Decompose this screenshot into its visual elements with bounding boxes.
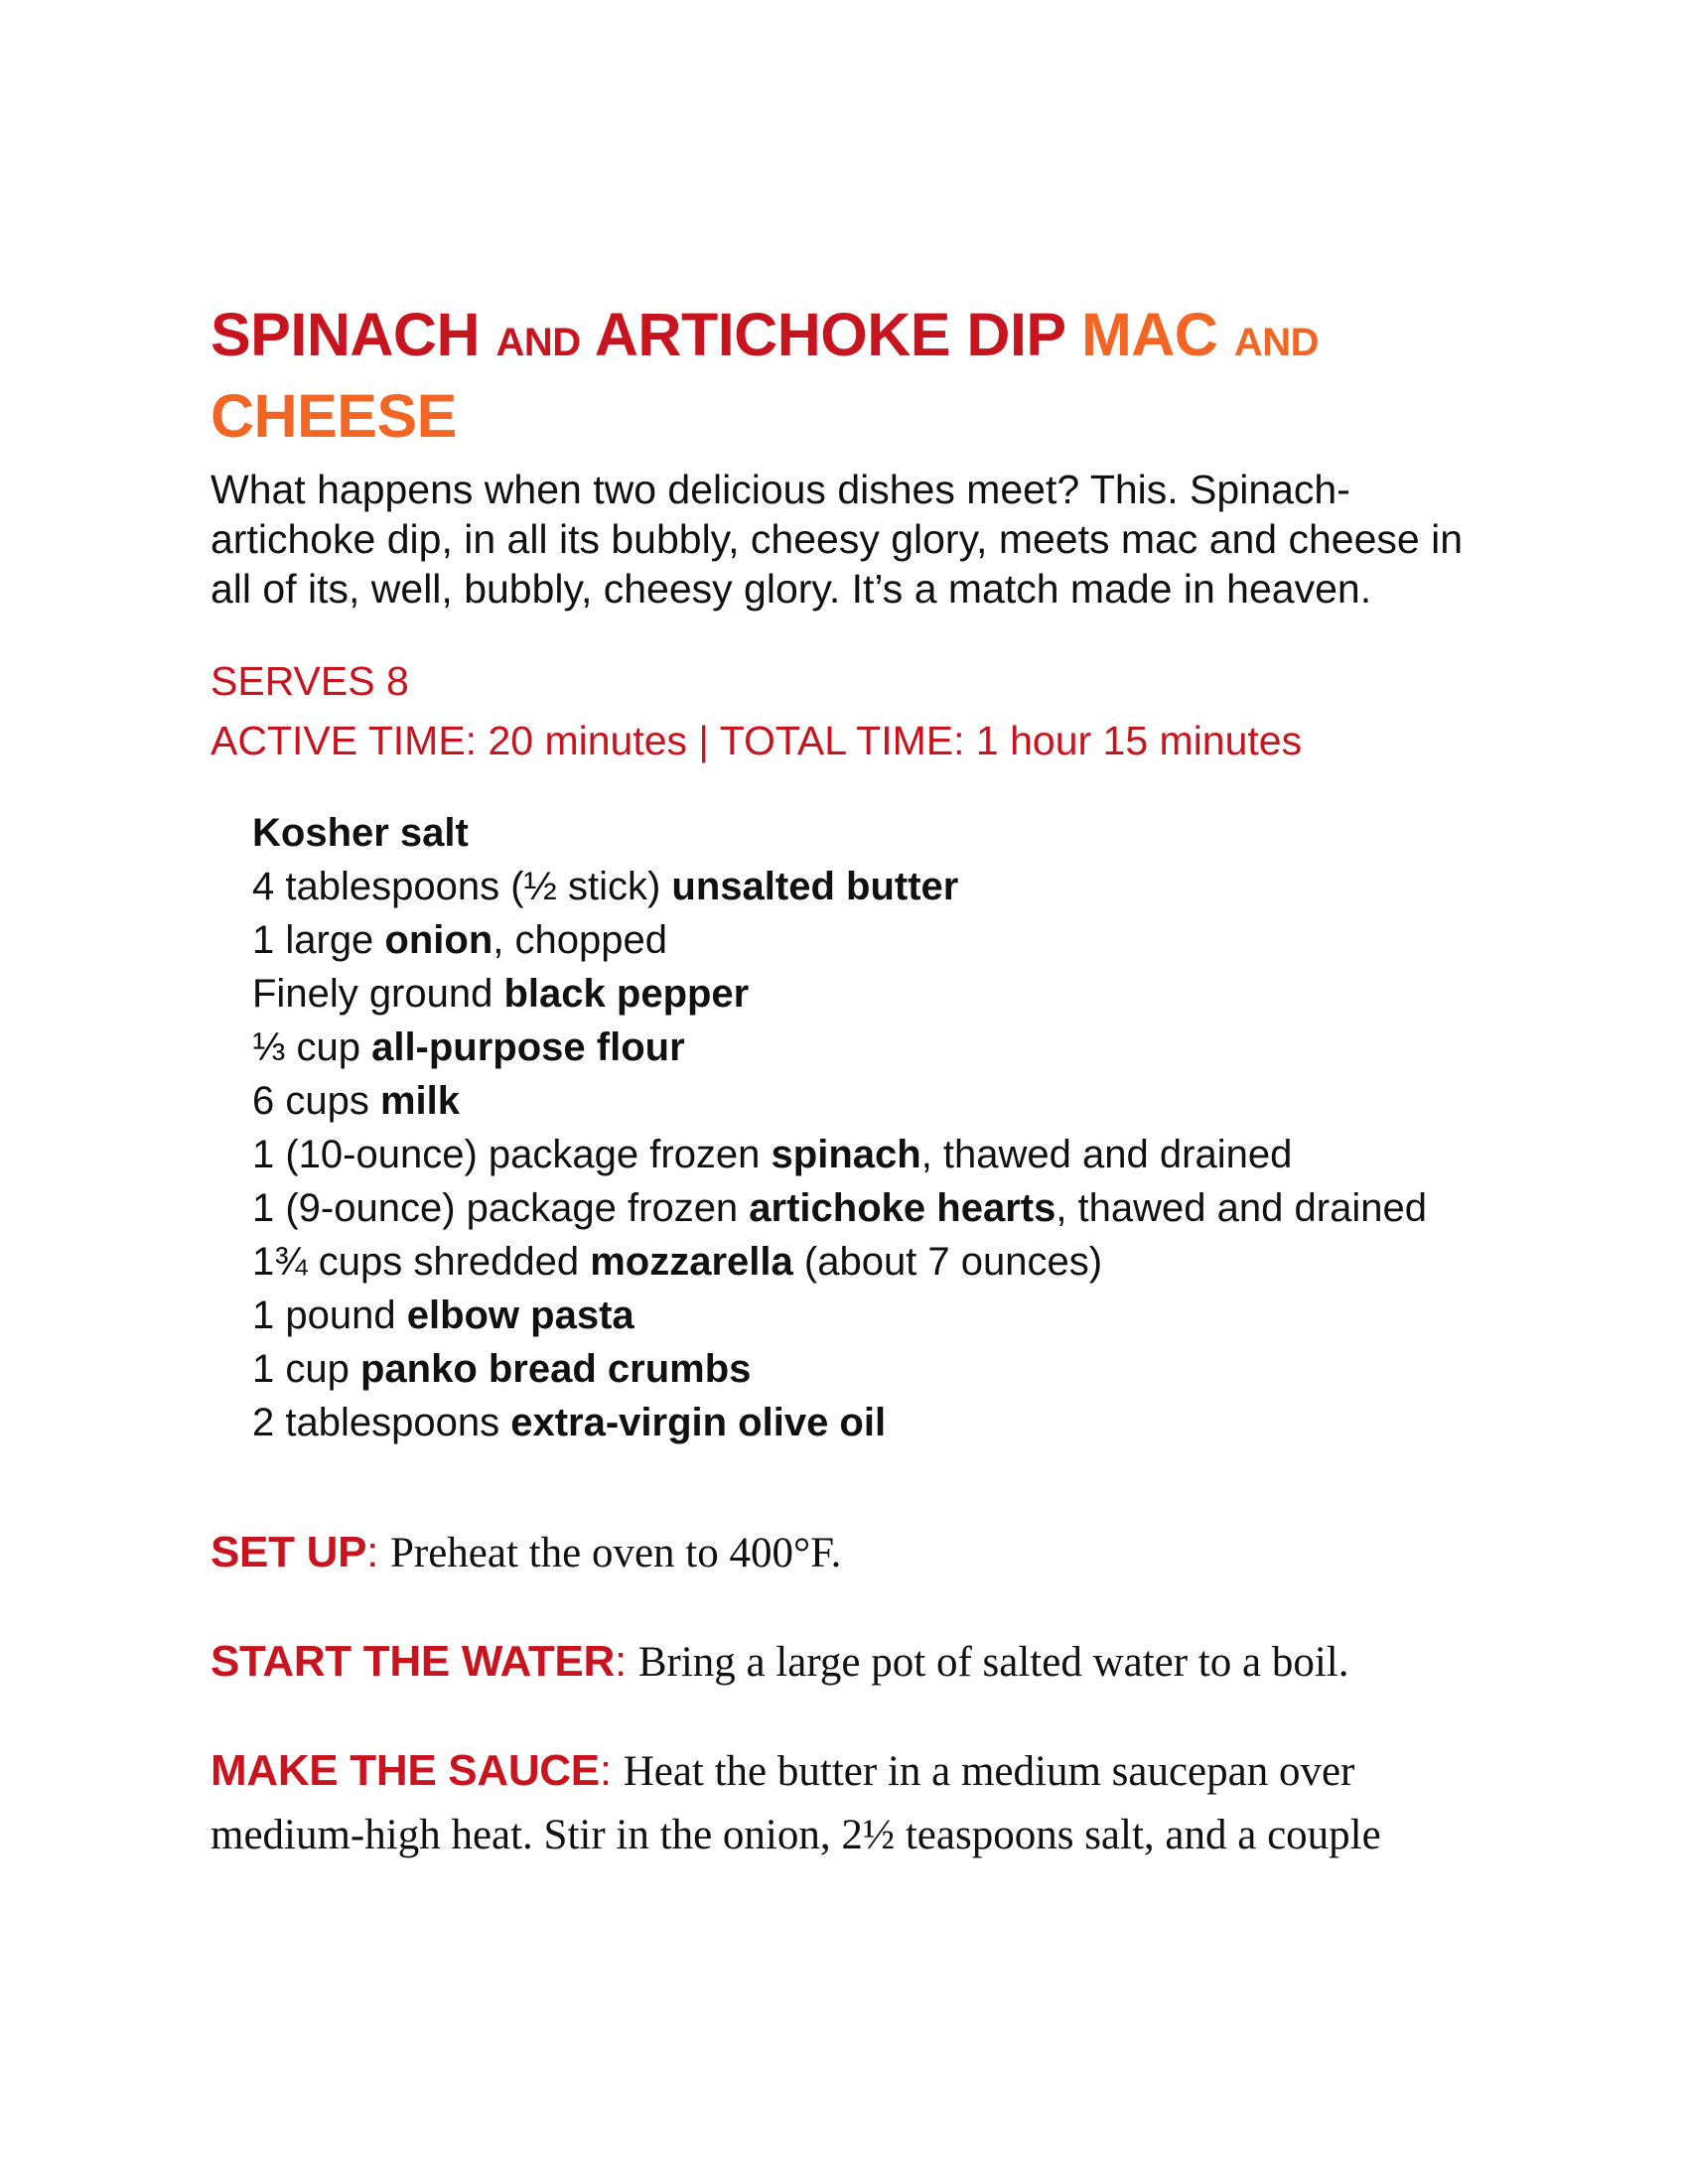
ingredient-item: [252, 913, 1535, 967]
step-heading: START THE WATER: [211, 1637, 615, 1686]
ingredient-quantity: 1 (10-ounce) package frozen: [252, 1133, 772, 1176]
ingredient-item: [252, 1396, 1535, 1449]
ingredient-item: [252, 860, 1535, 913]
ingredient-name: mozzarella: [590, 1240, 793, 1284]
ingredient-name: extra-virgin olive oil: [510, 1401, 887, 1444]
recipe-intro: What happens when two delicious dishes meet? This. Spinach-artichoke dip, in all its bubbly, cheesy glory, meets mac and cheese in all of its, well, bubbly, cheesy glory. It’s a match made in heaven.: [211, 467, 1464, 612]
serves-line: SERVES 8: [211, 658, 409, 704]
ingredient-quantity: 4 tablespoons (½ stick): [252, 865, 672, 908]
ingredient-quantity: 1 pound: [252, 1294, 407, 1337]
ingredient-note: , thawed and drained: [920, 1133, 1293, 1176]
ingredient-name: all-purpose flour: [371, 1025, 685, 1069]
ingredient-note: (about 7 ounces): [792, 1240, 1103, 1284]
active-time-value: : 20 minutes |: [465, 718, 720, 763]
ingredient-item: [252, 1181, 1535, 1235]
ingredient-quantity: 2 tablespoons: [252, 1401, 511, 1444]
active-time-label: ACTIVE TIME: [211, 718, 466, 763]
ingredient-item: [252, 1021, 1535, 1074]
ingredient-list: [252, 806, 1501, 1449]
ingredient-item: [252, 1289, 1535, 1342]
step-text: Bring a large pot of salted water to a boil.: [637, 1639, 1349, 1686]
ingredient-name: Kosher salt: [252, 811, 469, 855]
ingredient-name: unsalted butter: [671, 865, 959, 908]
ingredient-quantity: 1 (9-ounce) package frozen: [252, 1186, 750, 1230]
ingredient-item: [252, 806, 1535, 860]
ingredient-note: , chopped: [492, 918, 667, 962]
ingredient-name: spinach: [771, 1133, 921, 1176]
recipe-meta: [211, 651, 1501, 770]
ingredient-quantity: 1 cup: [252, 1347, 360, 1391]
ingredient-item: [252, 1235, 1535, 1289]
title-part-mac: MAC: [1080, 301, 1218, 368]
ingredient-name: milk: [379, 1079, 461, 1123]
recipe-step: [211, 1739, 1501, 1867]
time-line: [211, 711, 1501, 770]
step-heading: SET UP: [211, 1528, 367, 1576]
ingredient-name: artichoke hearts: [749, 1186, 1056, 1230]
title-part-cheese: CHEESE: [211, 382, 457, 450]
step-heading: MAKE THE SAUCE: [211, 1746, 600, 1795]
recipe-page: [211, 298, 1501, 1912]
ingredient-quantity: ⅓ cup: [252, 1025, 372, 1069]
ingredient-quantity: Finely ground: [252, 972, 504, 1016]
ingredient-item: [252, 1342, 1535, 1396]
ingredient-note: , thawed and drained: [1055, 1186, 1427, 1230]
title-part-spinach: SPINACH: [211, 301, 481, 368]
step-text: Preheat the oven to 400°F.: [389, 1530, 842, 1576]
ingredient-name: black pepper: [503, 972, 750, 1016]
total-time-value: : 1 hour 15 minutes: [953, 718, 1303, 763]
ingredient-quantity: 1 large: [252, 918, 385, 962]
step-separator: :: [614, 1637, 638, 1686]
ingredient-item: [252, 1128, 1535, 1181]
title-part-and-2: AND: [1233, 321, 1319, 364]
title-part-artichoke-dip: ARTICHOKE DIP: [594, 301, 1065, 368]
ingredient-name: panko bread crumbs: [359, 1347, 752, 1391]
ingredient-name: onion: [384, 918, 493, 962]
ingredient-quantity: 6 cups: [252, 1079, 380, 1123]
ingredient-item: [252, 1074, 1535, 1128]
step-separator: :: [366, 1528, 390, 1576]
ingredient-item: [252, 967, 1535, 1021]
ingredient-quantity: 1¾ cups shredded: [252, 1240, 591, 1284]
step-separator: :: [599, 1746, 624, 1795]
step-text: Heat the butter in a medium saucepan over medium-high heat. Stir in the onion, 2½ teaspoons salt, and a couple: [211, 1748, 1381, 1858]
recipe-title: [211, 298, 1501, 453]
recipe-step: [211, 1521, 1501, 1585]
recipe-steps: [211, 1521, 1501, 1867]
total-time-label: TOTAL TIME: [719, 718, 954, 763]
recipe-step: [211, 1630, 1501, 1695]
title-part-and-1: AND: [495, 321, 581, 364]
ingredient-name: elbow pasta: [406, 1294, 634, 1337]
